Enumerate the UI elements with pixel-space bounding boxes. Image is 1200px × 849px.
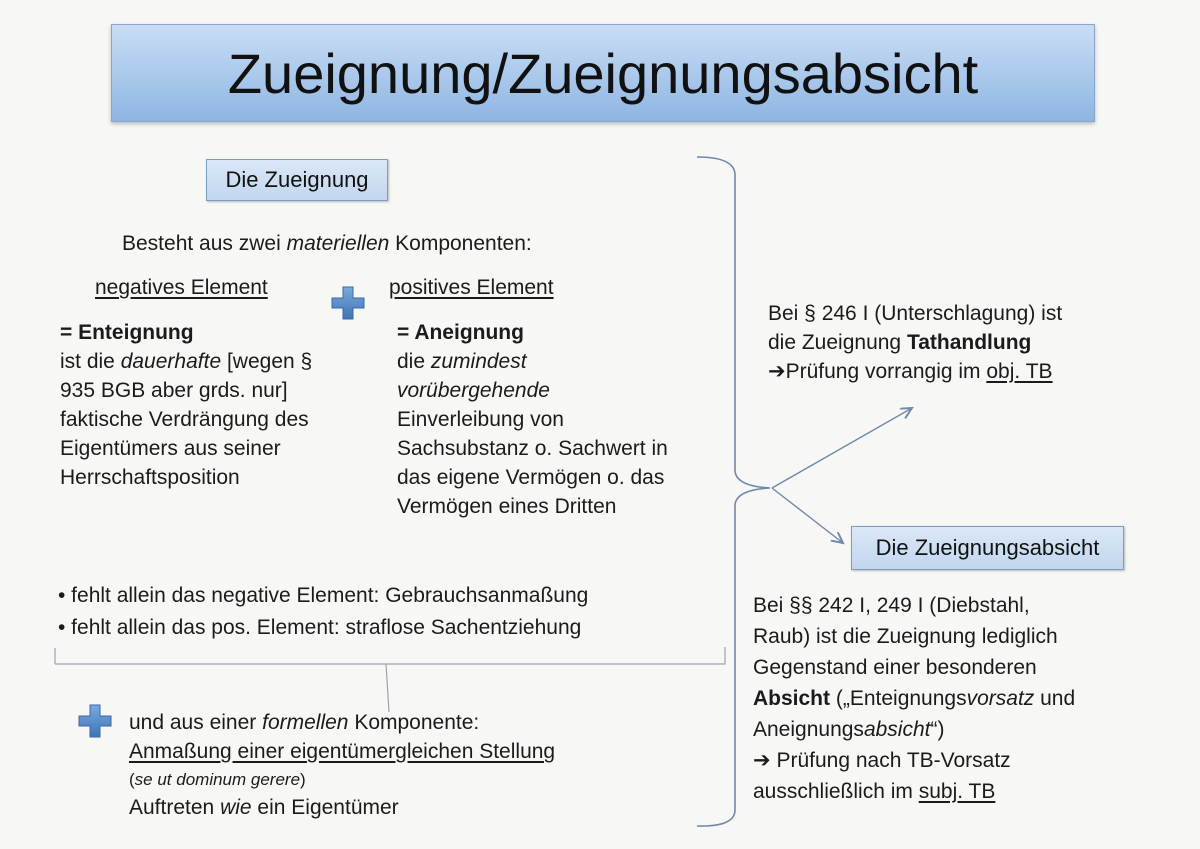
- negative-element: [60, 318, 312, 492]
- intro-post: Komponenten:: [389, 232, 532, 255]
- formal-l1-post: Komponente:: [348, 711, 480, 734]
- formal-l1-em: formellen: [262, 711, 349, 734]
- absicht-l4-post: und: [1034, 687, 1076, 710]
- unterschlagung-line-3: [768, 357, 1062, 386]
- intro-line: [122, 229, 532, 258]
- formal-line-1: [129, 708, 555, 737]
- absicht-line-3: Gegenstand einer besonderen: [753, 656, 1037, 679]
- zueignungsabsicht-label-text: Die Zueignungsabsicht: [875, 535, 1100, 560]
- formal-line-4: [129, 793, 555, 822]
- unterschlagung-l2-pre: die Zueignung: [768, 331, 907, 354]
- unterschlagung-block: [768, 299, 1062, 386]
- formal-l3-open: (: [129, 770, 135, 789]
- absicht-l5-pre: Aneignungs: [753, 718, 864, 741]
- page-title: Zueignung/Zueignungsabsicht: [227, 41, 979, 105]
- unterschlagung-l2-bold: Tathandlung: [906, 331, 1032, 354]
- positive-l1-em: zumindest: [430, 350, 527, 373]
- list-item: • fehlt allein das negative Element: Gebrauchsanmaßung: [58, 584, 589, 607]
- unterschlagung-line-1: Bei § 246 I (Unterschlagung) ist: [768, 302, 1063, 325]
- bullet-list: [58, 580, 588, 644]
- negative-line-2: 935 BGB aber grds. nur]: [60, 379, 288, 402]
- negative-line-4: Eigentümers aus seiner: [60, 437, 281, 460]
- positive-l1-pre: die: [397, 350, 431, 373]
- absicht-block: [753, 590, 1075, 807]
- positive-line-2: [397, 376, 668, 405]
- formal-line-3: [129, 766, 555, 793]
- formal-l4-em: wie: [220, 796, 252, 819]
- absicht-l7-pre: ausschließlich im: [753, 780, 919, 803]
- intro-pre: Besteht aus zwei: [122, 232, 287, 255]
- negative-l1-pre: ist die: [60, 350, 121, 373]
- arrow-up: [772, 408, 912, 488]
- positive-line-4: Sachsubstanz o. Sachwert in: [397, 437, 668, 460]
- absicht-line-7: [753, 776, 1075, 807]
- absicht-l4-bold: Absicht: [753, 687, 831, 710]
- positive-l2-em: vorübergehende: [397, 379, 550, 402]
- arrow-down: [772, 488, 843, 543]
- absicht-line-6: [753, 745, 1075, 776]
- negative-line-3: faktische Verdrängung des: [60, 408, 309, 431]
- intro-em: materiellen: [286, 232, 390, 255]
- absicht-l4-em: vorsatz: [966, 687, 1035, 710]
- unterschlagung-l3-pre: Prüfung vorrangig im: [785, 360, 987, 383]
- formal-component: [129, 708, 555, 822]
- negative-l1-post: [wegen §: [221, 350, 313, 373]
- formal-l3-close: ): [300, 770, 306, 789]
- list-item: • fehlt allein das pos. Element: straflose Sachentziehung: [58, 616, 582, 639]
- absicht-l4-pre: („Enteignungs: [830, 687, 967, 710]
- negative-def-text: = Enteignung: [60, 321, 194, 344]
- positive-def-text: = Aneignung: [397, 321, 524, 344]
- unterschlagung-line-2: [768, 328, 1062, 357]
- positive-element: [397, 318, 668, 521]
- material-bracket: [55, 647, 725, 664]
- absicht-l5-post: “): [930, 718, 945, 741]
- absicht-line-2: Raub) ist die Zueignung lediglich: [753, 625, 1058, 648]
- formal-l3-em: se ut dominum gerere: [134, 770, 301, 789]
- positive-line-5: das eigene Vermögen o. das: [397, 466, 665, 489]
- negative-heading: negatives Element: [95, 276, 268, 299]
- formal-line-2: Anmaßung einer eigentümergleichen Stellung: [129, 740, 556, 763]
- plus-icon: [330, 285, 366, 321]
- absicht-line-1: Bei §§ 242 I, 249 I (Diebstahl,: [753, 594, 1030, 617]
- formal-l1-pre: und aus einer: [129, 711, 263, 734]
- absicht-l6-text: Prüfung nach TB-Vorsatz: [770, 749, 1011, 772]
- positive-line-1: [397, 347, 668, 376]
- zueignung-label-text: Die Zueignung: [225, 167, 369, 192]
- plus-icon: [77, 703, 113, 739]
- negative-l1-em: dauerhafte: [120, 350, 222, 373]
- negative-line-1: [60, 347, 312, 376]
- positive-line-6: Vermögen eines Dritten: [397, 495, 617, 518]
- formal-l4-post: ein Eigentümer: [251, 796, 399, 819]
- negative-def: [60, 318, 312, 347]
- zueignungsabsicht-label: [851, 526, 1124, 570]
- negative-line-5: Herrschaftsposition: [60, 466, 240, 489]
- positive-def: [397, 318, 668, 347]
- arrow-right-icon: ➔: [753, 749, 771, 772]
- absicht-line-4: [753, 683, 1075, 714]
- positive-line-3: Einverleibung von: [397, 408, 564, 431]
- unterschlagung-l3-u: obj. TB: [986, 360, 1053, 383]
- absicht-line-5: [753, 714, 1075, 745]
- absicht-l7-u: subj. TB: [918, 780, 996, 803]
- arrow-right-icon: ➔: [768, 360, 786, 383]
- absicht-l5-em: absicht: [863, 718, 931, 741]
- formal-l4-pre: Auftreten: [129, 796, 221, 819]
- positive-heading: positives Element: [389, 276, 554, 299]
- zueignung-label: [206, 159, 388, 201]
